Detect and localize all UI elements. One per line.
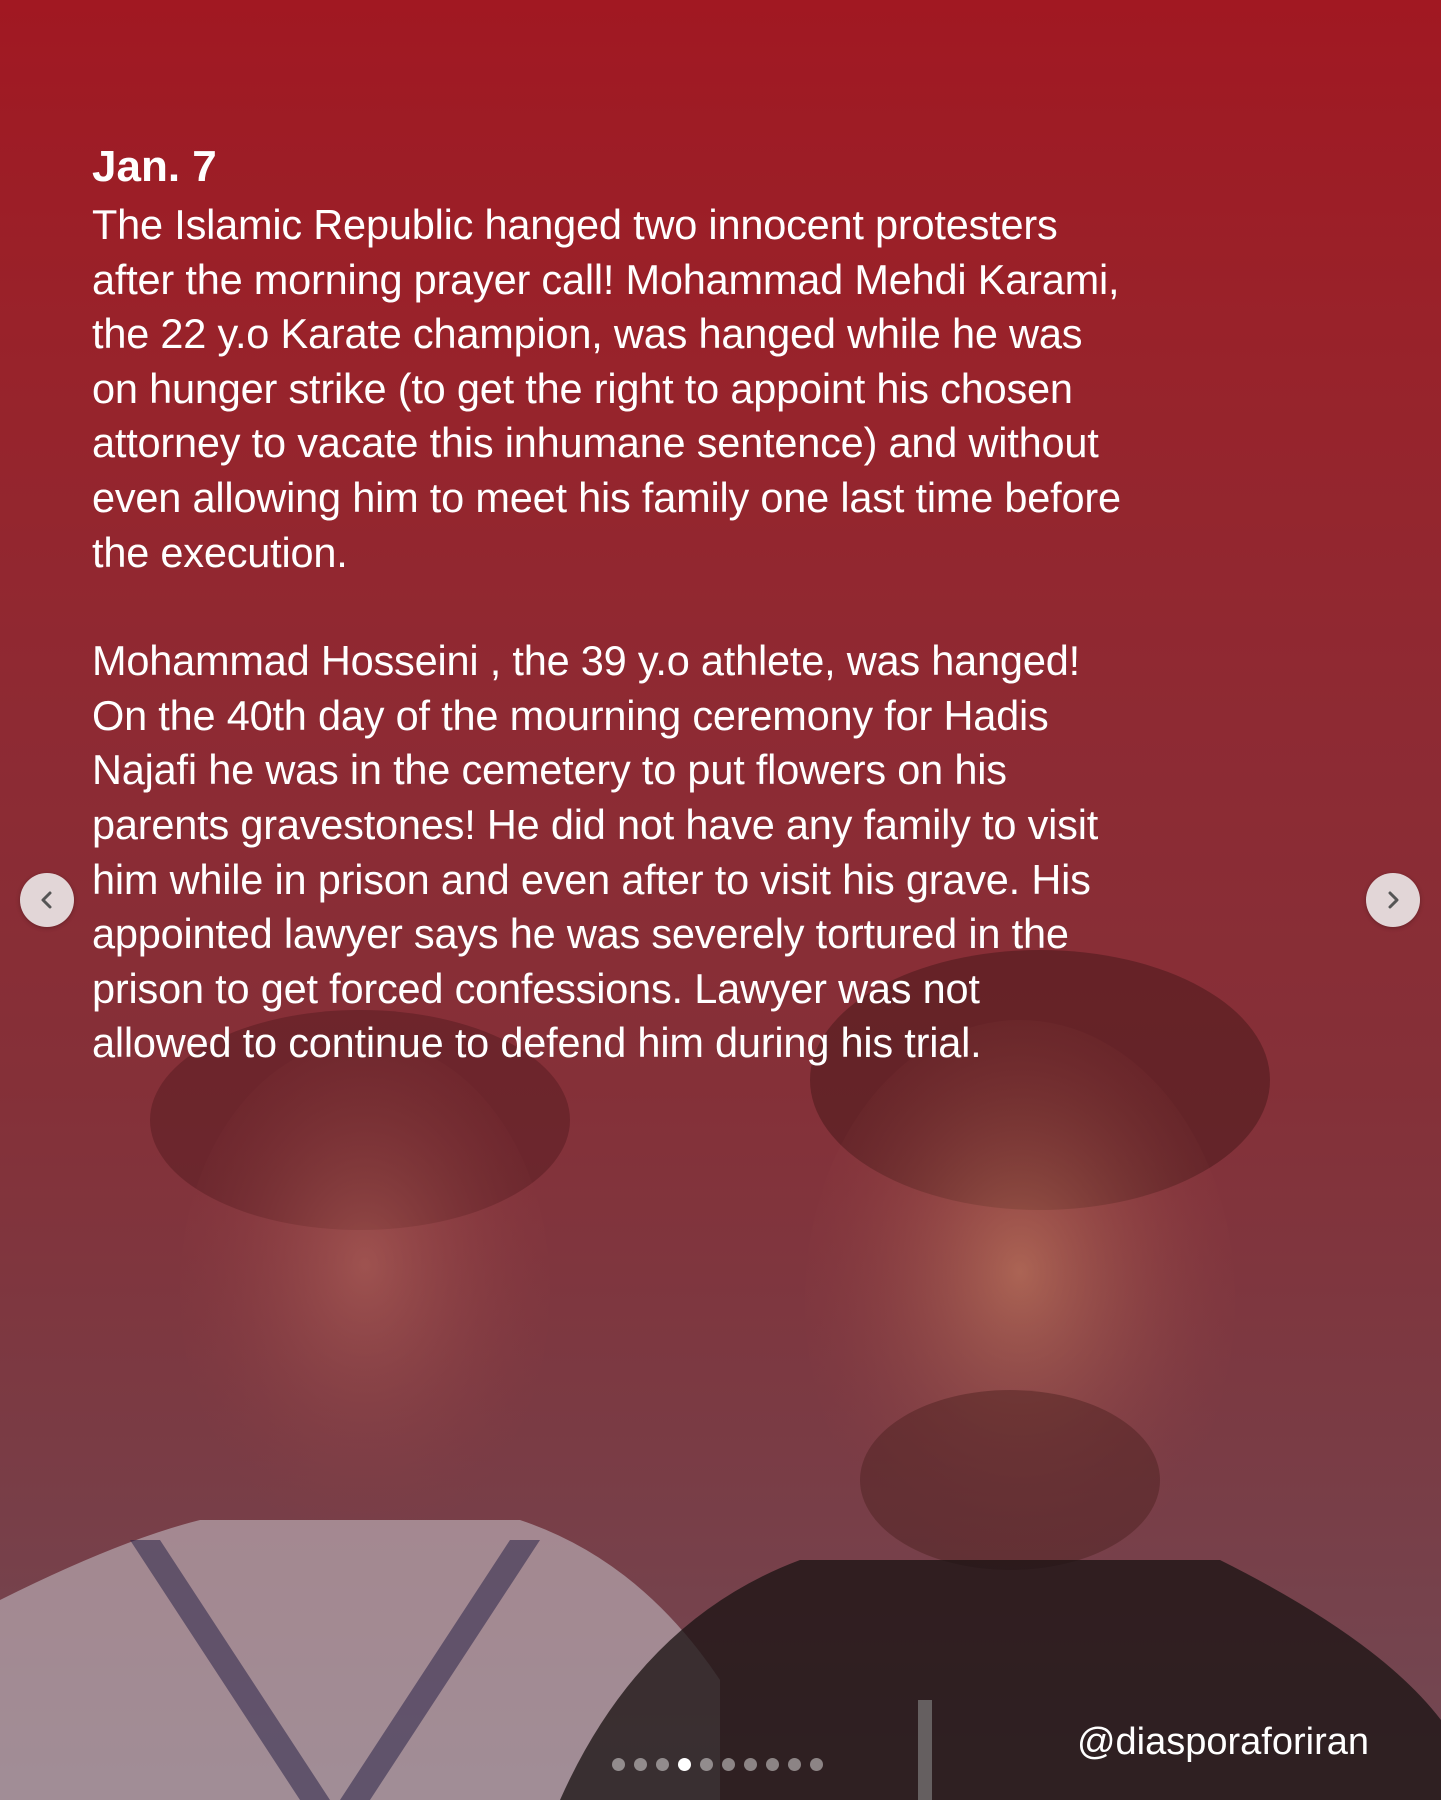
post-text xyxy=(92,138,1292,1071)
right-portrait-beard xyxy=(860,1390,1160,1570)
post-paragraph-2: Mohammad Hosseini , the 39 y.o athlete, was hanged! On the 40th day of the mourning ceremony for Hadis Najafi he was in the cemetery to put flowers on his parents gravestones! He did not have any family to visit him while in prison and even after to visit his grave. His appointed lawyer says he was severely tortured in the prison to get forced confessions. Lawyer was not allowed to continue to defend him during his trial. xyxy=(92,637,1099,1067)
account-handle: @diasporaforiran xyxy=(1076,1721,1369,1763)
pagination-dot[interactable] xyxy=(612,1758,625,1771)
previous-slide-button[interactable] xyxy=(20,873,74,927)
next-slide-button[interactable] xyxy=(1366,873,1420,927)
pagination-dot[interactable] xyxy=(766,1758,779,1771)
pagination-dot[interactable] xyxy=(656,1758,669,1771)
post-paragraph-1: The Islamic Republic hanged two innocent protesters after the morning prayer call! Mohammad Mehdi Karami, the 22 y.o Karate champion, was hanged while he was on hunger strike (to get the right to appoint his chosen attorney to vacate this inhumane sentence) and without even allowing him to meet his family one last time before the execution. xyxy=(92,201,1121,576)
pagination-dot[interactable] xyxy=(634,1758,647,1771)
left-portrait-face xyxy=(180,1040,550,1540)
post-date: Jan. 7 xyxy=(92,142,217,191)
carousel-pagination xyxy=(612,1758,823,1771)
chevron-left-icon xyxy=(36,889,58,911)
pagination-dot[interactable] xyxy=(788,1758,801,1771)
chevron-right-icon xyxy=(1382,889,1404,911)
pagination-dot[interactable] xyxy=(810,1758,823,1771)
right-portrait-zipper xyxy=(918,1700,932,1800)
pagination-dot[interactable] xyxy=(700,1758,713,1771)
pagination-dot[interactable] xyxy=(722,1758,735,1771)
pagination-dot-active[interactable] xyxy=(678,1758,691,1771)
pagination-dot[interactable] xyxy=(744,1758,757,1771)
